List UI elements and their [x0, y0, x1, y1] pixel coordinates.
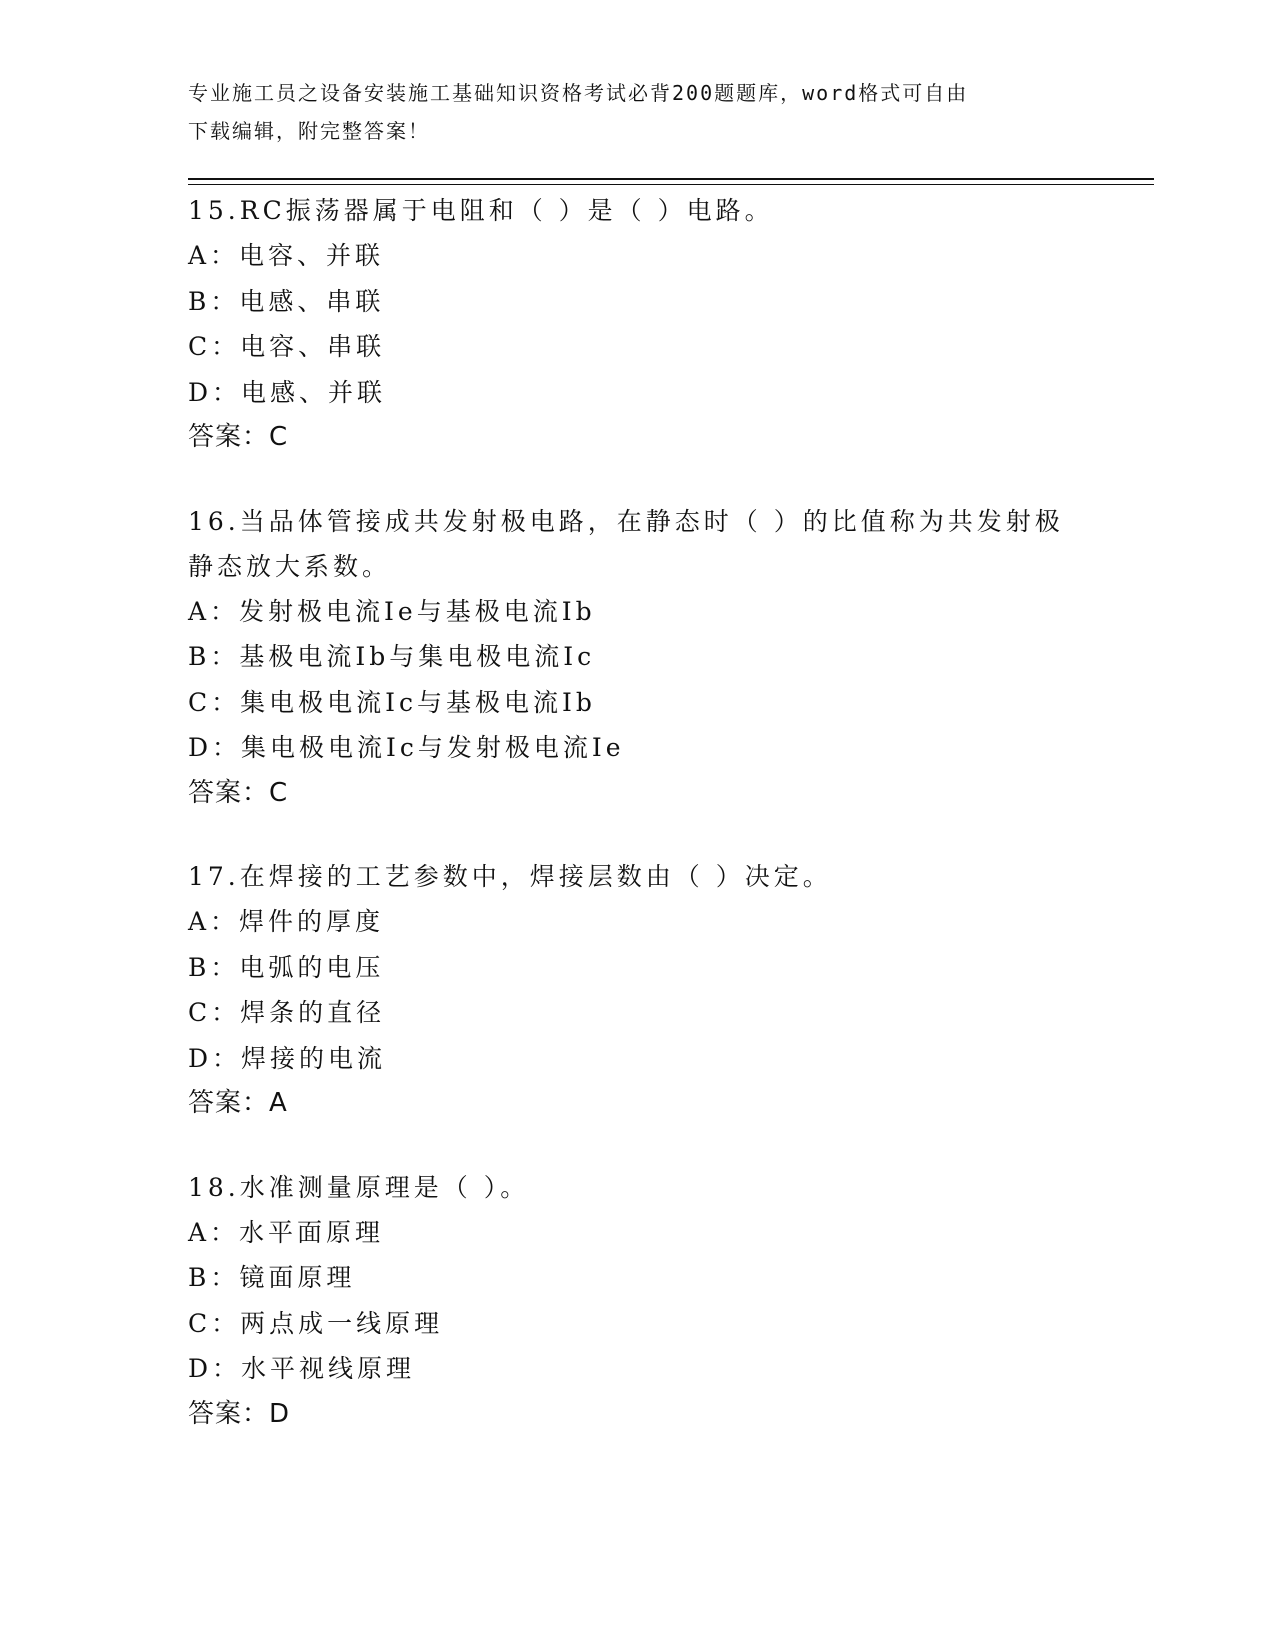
question-16 — [188, 499, 1068, 817]
option-d: D：电感、并联 — [188, 377, 387, 407]
option-a: A：水平面原理 — [188, 1217, 385, 1247]
option-b: B：电弧的电压 — [188, 952, 385, 982]
option-c: C：焊条的直径 — [188, 998, 386, 1027]
answer-text: 答案：C — [188, 777, 289, 808]
question-list — [188, 188, 1068, 1475]
option-c: C：电容、串联 — [188, 332, 386, 361]
option-c: C：两点成一线原理 — [188, 1308, 444, 1338]
option-b: B：镜面原理 — [188, 1263, 356, 1292]
document-header — [188, 74, 1068, 150]
question-stem: 15.RC振荡器属于电阻和（ ）是（ ）电路。 — [188, 196, 774, 225]
option-a: A：电容、并联 — [188, 241, 385, 270]
header-divider-thin — [188, 184, 1154, 185]
header-title-line-1: 专业施工员之设备安装施工基础知识资格考试必背200题题库，word格式可自由 — [188, 81, 969, 105]
header-divider-thick — [188, 178, 1154, 180]
option-d: D：焊接的电流 — [188, 1043, 387, 1073]
question-15 — [188, 188, 1068, 461]
header-title-line-2: 下载编辑，附完整答案！ — [188, 119, 430, 143]
question-17 — [188, 854, 1068, 1127]
option-b: B：基极电流Ib与集电极电流Ic — [188, 642, 596, 671]
answer-text: 答案：A — [188, 1088, 288, 1118]
option-a: A：焊件的厚度 — [188, 907, 385, 936]
question-stem: 16.当品体管接成共发射极电路，在静态时（ ）的比值称为共发射极静态放大系数。 — [188, 506, 1064, 581]
option-d: D：集电极电流Ic与发射极电流Ie — [188, 733, 625, 762]
option-a: A：发射极电流Ie与基极电流Ib — [188, 596, 596, 626]
option-c: C：集电极电流Ic与基极电流Ib — [188, 687, 596, 717]
question-stem: 18.水准测量原理是（ ）。 — [188, 1172, 530, 1202]
answer-text: 答案：D — [188, 1398, 291, 1429]
question-stem: 17.在焊接的工艺参数中，焊接层数由（ ）决定。 — [188, 862, 832, 891]
answer-text: 答案：C — [188, 422, 289, 452]
option-b: B：电感、串联 — [188, 286, 385, 316]
question-18 — [188, 1165, 1068, 1438]
option-d: D：水平视线原理 — [188, 1354, 416, 1383]
